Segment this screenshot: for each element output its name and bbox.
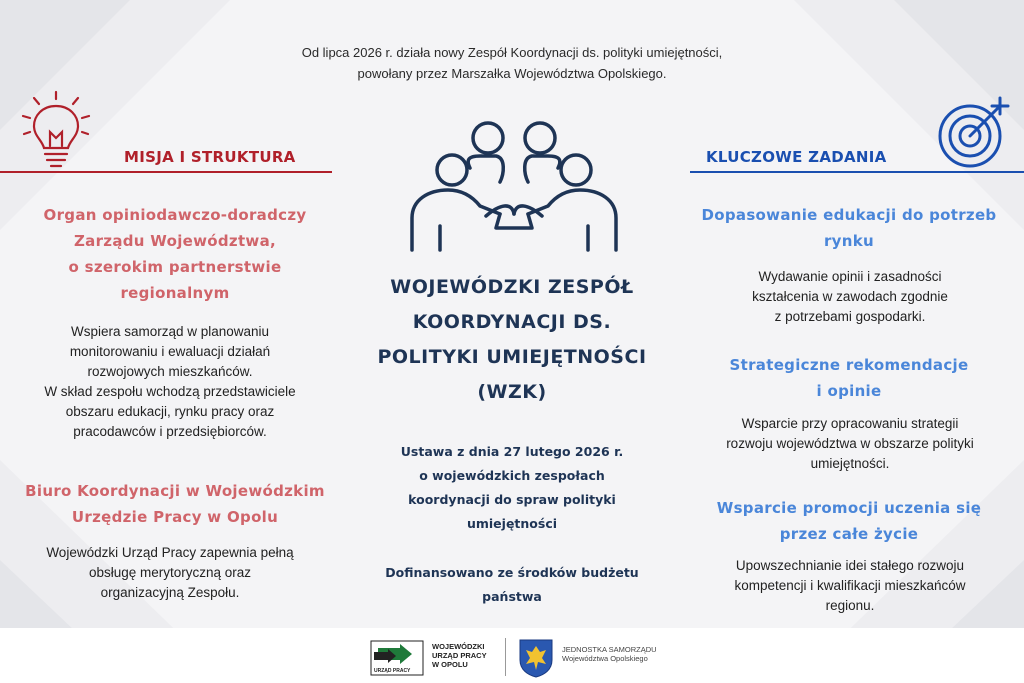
right-block3-body-line: kompetencji i kwalifikacji mieszkańców xyxy=(734,578,966,593)
right-block1-body-line: kształcenia w zawodach zgodnie xyxy=(752,289,948,304)
center-act-line: umiejętności xyxy=(466,516,558,531)
right-block3-heading-line: Wsparcie promocji uczenia się xyxy=(716,499,982,517)
left-block1-body-line: rozwojowych mieszkańców. xyxy=(87,364,253,379)
left-block1-heading-line: o szerokim partnerstwie xyxy=(68,258,282,276)
right-block2-body xyxy=(680,414,1020,474)
footer-divider xyxy=(505,638,506,676)
left-block2-body-line: organizacyjną Zespołu. xyxy=(100,585,240,600)
wup-name-line: URZĄD PRACY xyxy=(432,651,487,660)
right-block3-heading xyxy=(684,495,1014,547)
wup-name-line: WOJEWÓDZKI xyxy=(432,642,485,651)
left-block1-body xyxy=(0,322,340,442)
right-block3-body-line: Upowszechnianie idei stałego rozwoju xyxy=(735,558,965,573)
wup-name-line: W OPOLU xyxy=(432,660,468,669)
right-block1-heading xyxy=(684,202,1014,254)
left-block1-body-line: Wspiera samorząd w planowaniu xyxy=(70,324,270,339)
left-block1-heading-line: Zarządu Województwa, xyxy=(74,232,276,250)
intro-text xyxy=(200,42,824,84)
right-block1-heading-line: rynku xyxy=(823,232,874,250)
right-block2-body-line: Wsparcie przy opracowaniu strategii xyxy=(741,416,959,431)
coat-of-arms-icon xyxy=(518,638,554,678)
right-block3-body-line: regionu. xyxy=(825,598,875,613)
right-block3-body xyxy=(680,556,1020,616)
right-block2-body-line: rozwoju województwa w obszarze polityki xyxy=(726,436,974,451)
intro-line-2: powołany przez Marszałka Województwa Opolskiego. xyxy=(357,66,667,81)
left-title-rule xyxy=(0,171,332,173)
left-block1-heading xyxy=(10,202,340,306)
center-funding-line: państwa xyxy=(482,589,542,604)
left-block2-heading-line: Urzędzie Pracy w Opolu xyxy=(71,508,279,526)
jst-name-line: JEDNOSTKA SAMORZĄDU xyxy=(562,645,657,654)
center-title-line: KOORDYNACJI DS. xyxy=(412,311,612,333)
center-act-line: koordynacji do spraw polityki xyxy=(408,492,616,507)
right-title-rule xyxy=(690,171,1024,173)
wup-name xyxy=(432,642,487,669)
target-arrow-icon xyxy=(934,92,1014,172)
teamwork-hands-icon xyxy=(400,118,628,258)
center-act xyxy=(352,440,672,536)
left-block1-heading-line: regionalnym xyxy=(120,284,230,302)
right-block2-heading-line: Strategiczne rekomendacje xyxy=(729,356,969,374)
left-block2-body-line: obsługę merytoryczną oraz xyxy=(88,565,252,580)
left-block2-body xyxy=(0,543,340,603)
right-block2-body-line: umiejętności. xyxy=(810,456,890,471)
right-block1-heading-line: Dopasowanie edukacji do potrzeb xyxy=(701,206,997,224)
left-block1-body-line: W skład zespołu wchodzą przedstawiciele xyxy=(44,384,296,399)
right-block1-body-line: Wydawanie opinii i zasadności xyxy=(758,269,942,284)
center-title-line: WOJEWÓDZKI ZESPÓŁ xyxy=(390,276,634,298)
left-block1-body-line: pracodawców i przedsiębiorców. xyxy=(73,424,267,439)
wup-logo-text: URZĄD PRACY xyxy=(374,668,411,674)
left-block2-body-line: Wojewódzki Urząd Pracy zapewnia pełną xyxy=(46,545,294,560)
jst-name xyxy=(562,645,657,663)
left-block1-body-line: monitorowaniu i ewaluacji działań xyxy=(69,344,271,359)
center-funding-line: Dofinansowano ze środków budżetu xyxy=(385,565,639,580)
left-block2-heading xyxy=(10,478,340,530)
left-block1-heading-line: Organ opiniodawczo-doradczy xyxy=(43,206,307,224)
center-title-line: POLITYKI UMIEJĘTNOŚCI xyxy=(377,346,647,368)
left-section-title: MISJA I STRUKTURA xyxy=(124,148,296,166)
left-block2-heading-line: Biuro Koordynacji w Wojewódzkim xyxy=(25,482,325,500)
jst-name-line: Województwa Opolskiego xyxy=(562,654,648,663)
right-block2-heading xyxy=(684,352,1014,404)
intro-line-1: Od lipca 2026 r. działa nowy Zespół Koordynacji ds. polityki umiejętności, xyxy=(301,45,723,60)
center-funding xyxy=(352,561,672,609)
center-title xyxy=(352,270,672,410)
lightbulb-icon xyxy=(20,88,92,170)
center-title-line: (WZK) xyxy=(477,381,547,403)
right-block1-body xyxy=(680,267,1020,327)
right-section-title: KLUCZOWE ZADANIA xyxy=(706,148,887,166)
right-block3-heading-line: przez całe życie xyxy=(779,525,919,543)
right-block2-heading-line: i opinie xyxy=(816,382,882,400)
right-block1-body-line: z potrzebami gospodarki. xyxy=(774,309,926,324)
center-act-line: o wojewódzkich zespołach xyxy=(419,468,605,483)
center-act-line: Ustawa z dnia 27 lutego 2026 r. xyxy=(400,444,624,459)
left-block1-body-line: obszaru edukacji, rynku pracy oraz xyxy=(65,404,275,419)
